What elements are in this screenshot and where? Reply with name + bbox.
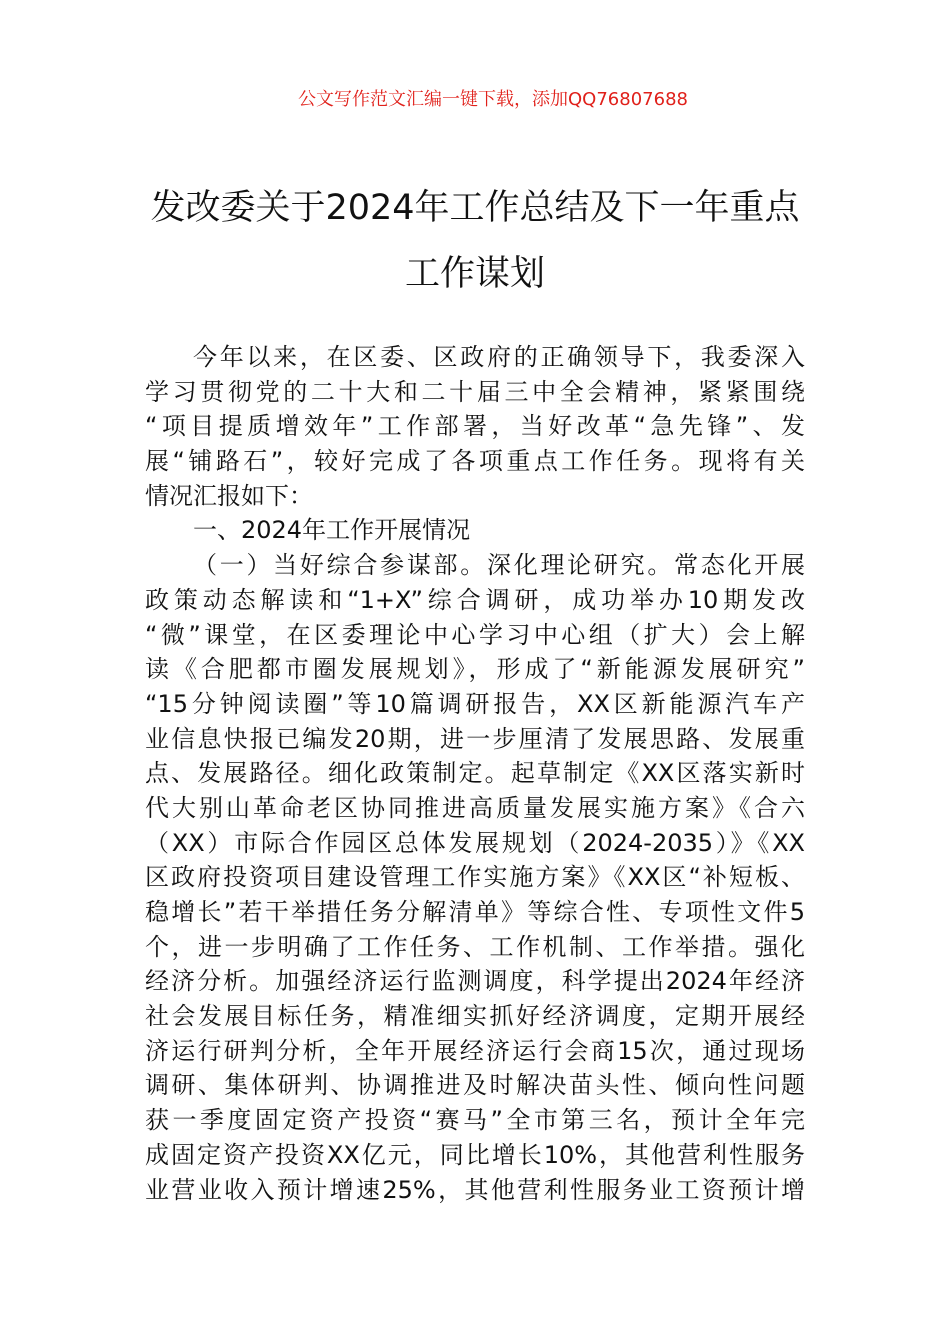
body-text-line: 读《合肥都市圈发展规划》，形成了“新能源发展研究” [145, 655, 805, 684]
body-text-line: 成固定资产投资XX亿元，同比增长10%，其他营利性服务 [145, 1140, 805, 1169]
body-text-line: 情况汇报如下： [145, 481, 313, 510]
body-text-line: 今年以来，在区委、区政府的正确领导下，我委深入 [193, 343, 805, 371]
body-text-line: 个，进一步明确了工作任务、工作机制、工作举措。强化 [145, 932, 805, 961]
body-text-line: 点、发展路径。细化政策制定。起草制定《XX区落实新时 [145, 759, 805, 788]
body-text-line: 社会发展目标任务，精准细实抓好经济调度，定期开展经 [145, 1002, 805, 1031]
body-text-line: 业营业收入预计增速25%，其他营利性服务业工资预计增 [145, 1175, 805, 1204]
body-text-line: 一、2024年工作开展情况 [193, 516, 471, 545]
body-text-line: 经济分析。加强经济运行监测调度，科学提出2024年经济 [145, 967, 805, 996]
body-text-line: 业信息快报已编发20期，进一步厘清了发展思路、发展重 [145, 724, 805, 753]
body-text-line: 获一季度固定资产投资“赛马”全市第三名，预计全年完 [145, 1106, 805, 1135]
body-text-line: 政策动态解读和“1+X”综合调研，成功举办10期发改 [145, 585, 805, 614]
body-text-line: 代大别山革命老区协同推进高质量发展实施方案》《合六 [145, 793, 805, 822]
body-text-line: 展“铺路石”，较好完成了各项重点工作任务。现将有关 [145, 447, 805, 476]
body-text-line: （一）当好综合参谋部。深化理论研究。常态化开展 [193, 551, 805, 580]
body-text-line: “15分钟阅读圈”等10篇调研报告，XX区新能源汽车产 [145, 689, 805, 718]
download-banner: 公文写作范文汇编一键下载，添加QQ76807688 [298, 89, 688, 110]
body-text-line: 济运行研判分析，全年开展经济运行会商15次，通过现场 [145, 1036, 805, 1065]
body-text-line: 学习贯彻党的二十大和二十届三中全会精神，紧紧围绕 [145, 377, 805, 406]
body-text-line: “项目提质增效年”工作部署，当好改革“急先锋”、发 [145, 412, 805, 441]
document-title-line-2: 工作谋划 [404, 254, 545, 294]
document-title-line-1: 发改委关于2024年工作总结及下一年重点 [150, 188, 800, 228]
document-body [145, 340, 805, 1207]
body-text-line: 区政府投资项目建设管理工作实施方案》《XX区“补短板、 [145, 863, 805, 892]
body-text-line: 稳增长”若干举措任务分解清单》等综合性、专项性文件5 [145, 898, 805, 926]
body-text-line: 调研、集体研判、协调推进及时解决苗头性、倾向性问题 [145, 1071, 805, 1100]
body-text-line: （XX）市际合作园区总体发展规划（2024-2035）》《XX [145, 828, 805, 857]
body-text-line: “微”课堂，在区委理论中心学习中心组（扩大）会上解 [145, 620, 805, 649]
